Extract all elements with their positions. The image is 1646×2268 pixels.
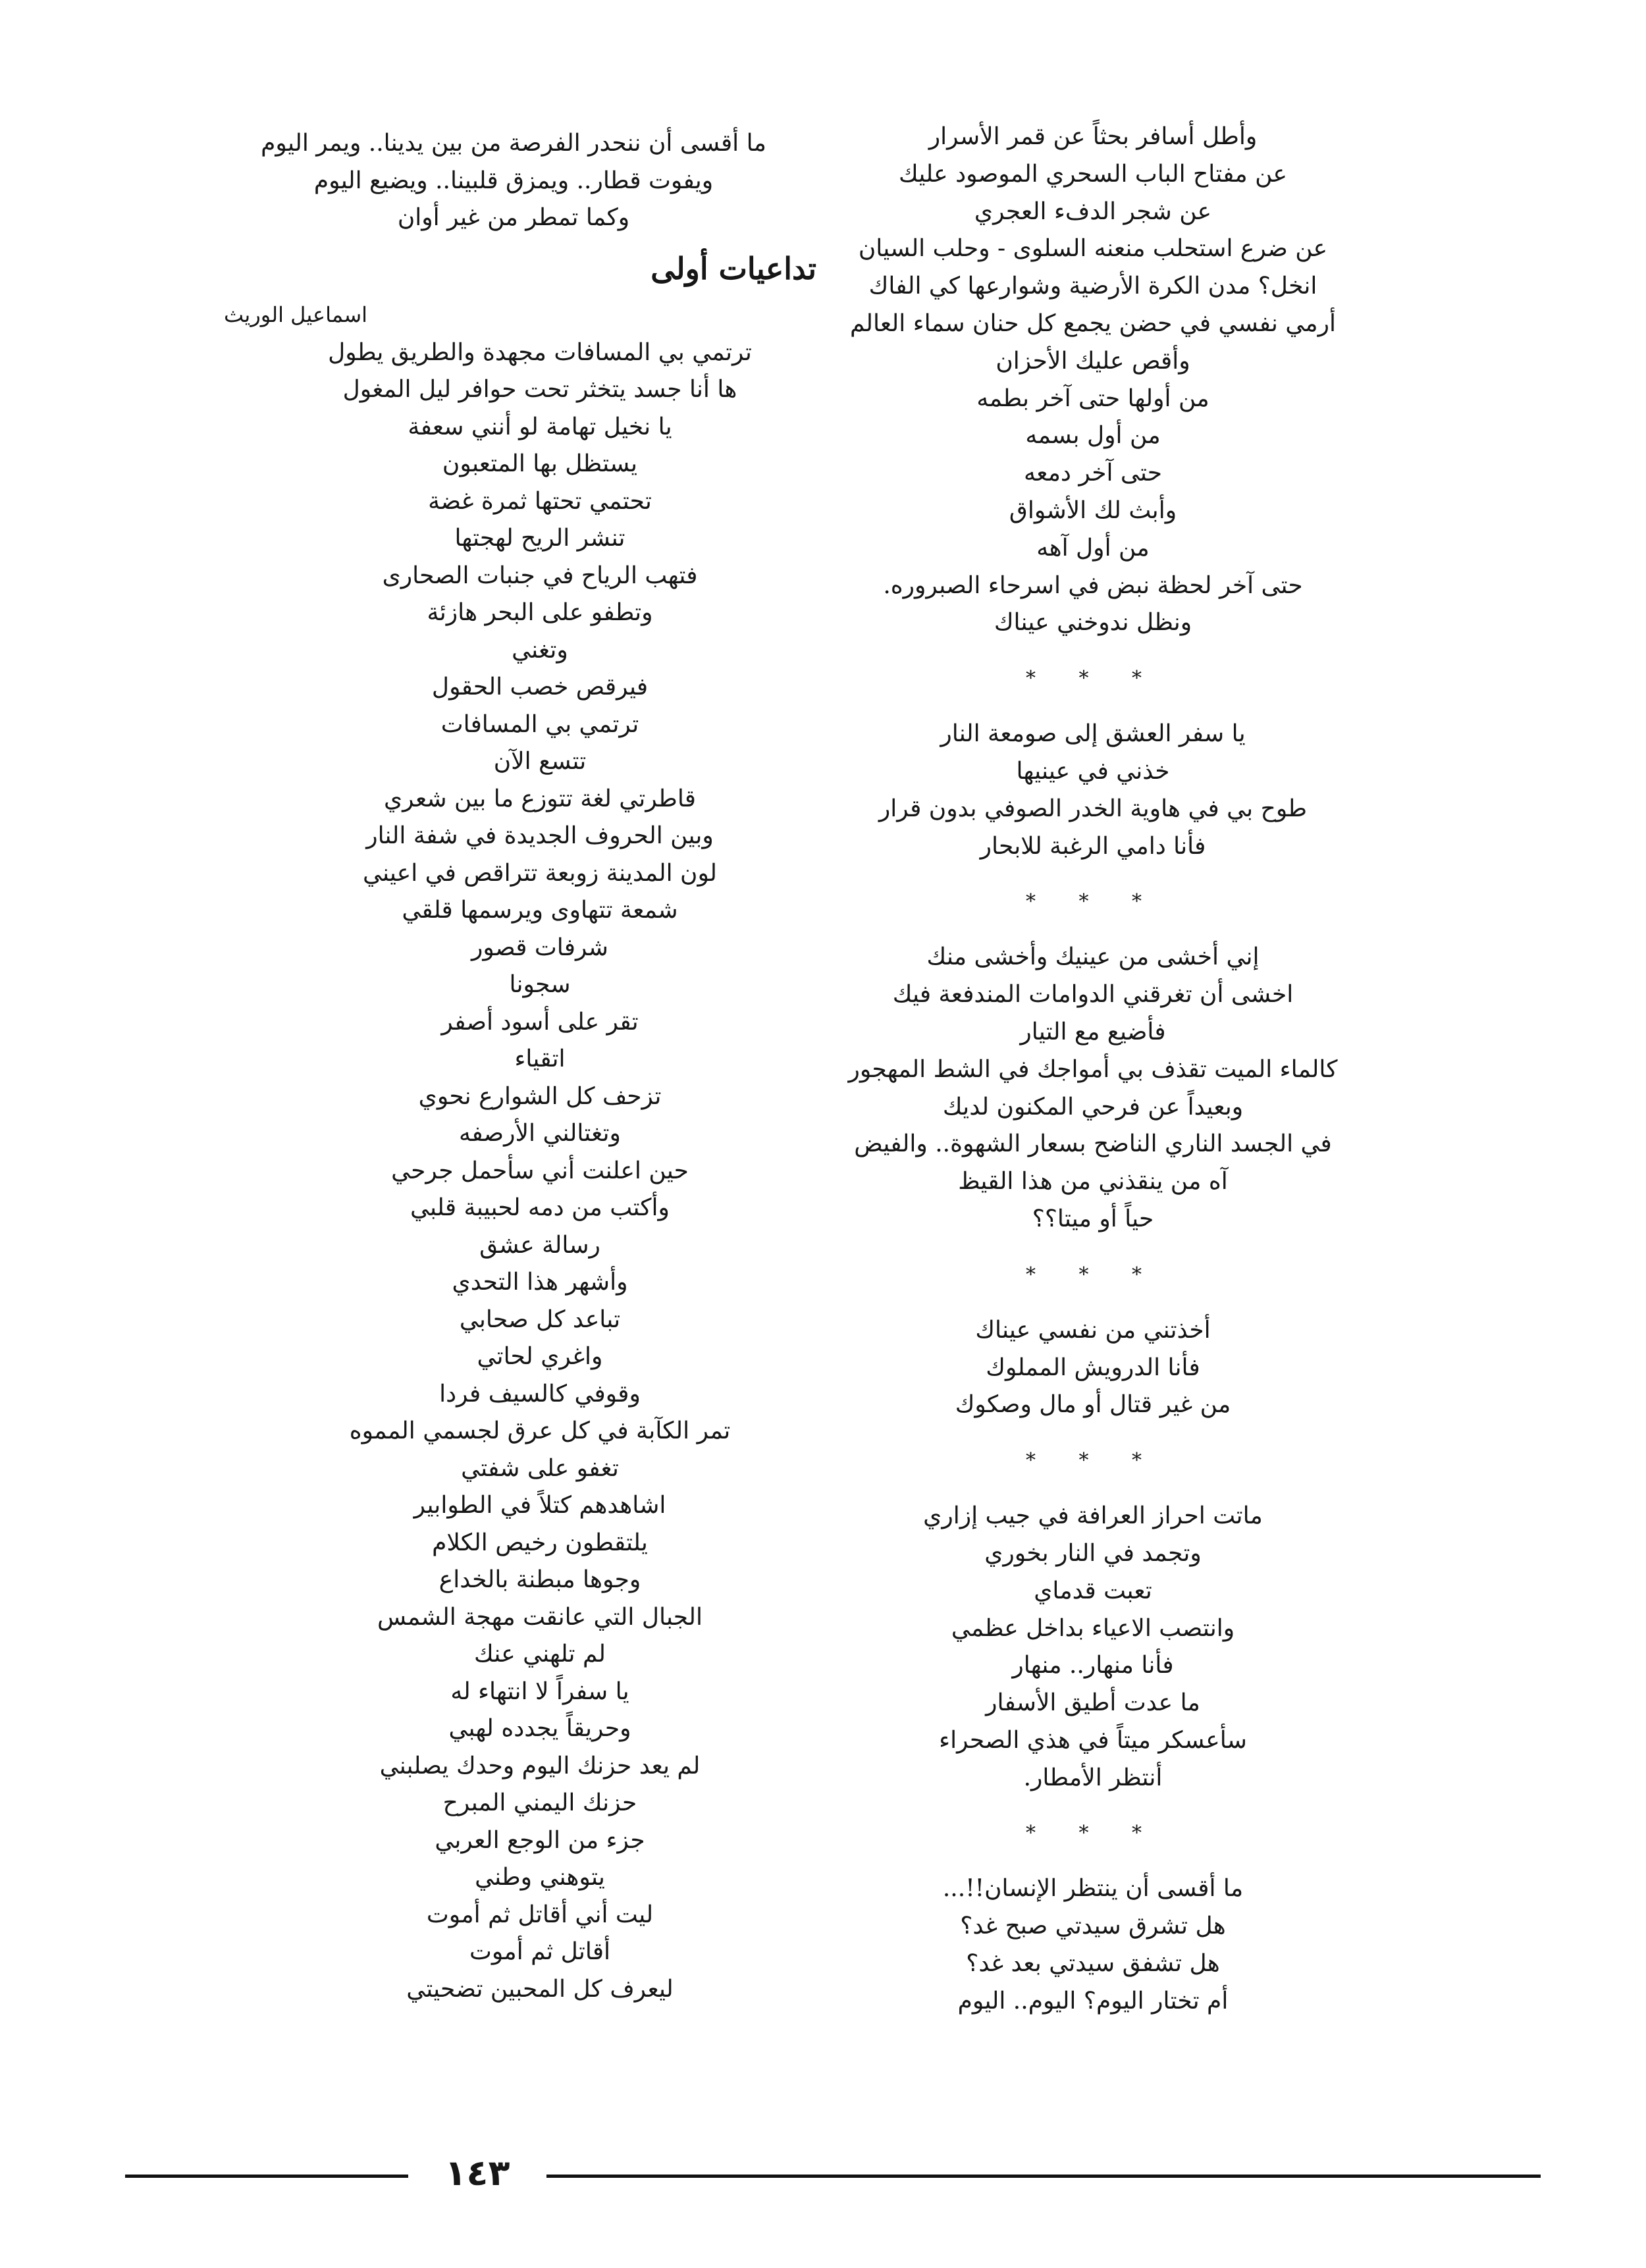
verse-line: تغفو على شفتي: [461, 1454, 619, 1482]
verse-line: يا نخيل تهامة لو أنني سعفة: [408, 413, 672, 440]
verse-line: تتسع الآن: [493, 748, 587, 775]
verse-line: ليت أني أقاتل ثم أموت: [426, 1901, 654, 1928]
verse-line: وانتصب الاعياء بداخل عظمي: [951, 1614, 1235, 1642]
verse-line: تعبت قدماي: [1034, 1577, 1152, 1604]
stanza-separator: * * *: [1025, 890, 1161, 914]
verse-line: ويفوت قطار.. ويمزق قلبينا.. ويضيع اليوم: [313, 167, 714, 194]
verse-line: ترتمي بي المسافات مجهدة والطريق يطول: [328, 338, 752, 366]
stanza-5: [751, 1498, 1435, 1797]
verse-line: وأطل أسافر بحثاً عن قمر الأسرار: [928, 123, 1258, 150]
verse-line: عن مفتاح الباب السحري الموصود عليك: [899, 160, 1287, 188]
verse-line: يا سفراً لا انتهاء له: [450, 1677, 629, 1705]
verse-line: انخل؟ مدن الكرة الأرضية وشوارعها كي الفاك: [868, 273, 1317, 300]
verse-line: وبين الحروف الجديدة في شفة النار: [366, 822, 714, 849]
verse-line: أقاتل ثم أموت: [469, 1938, 611, 1965]
verse-line: تزحف كل الشوارع نحوي: [418, 1082, 662, 1110]
verse-line: عن شجر الدفء العجري: [974, 198, 1212, 225]
right-column: [751, 119, 1435, 2020]
verse-line: طوح بي في هاوية الخدر الصوفي بدون قرار: [878, 795, 1308, 822]
verse-line: فأضيع مع التيار: [1020, 1018, 1166, 1045]
verse-line: حين اعلنت أني سأحمل جرحي: [391, 1157, 689, 1184]
verse-line: ترتمي بي المسافات: [440, 710, 639, 738]
verse-line: ليعرف كل المحبين تضحيتي: [406, 1975, 674, 2003]
verse-line: اتقياء: [514, 1045, 566, 1072]
verse-line: إني أخشى من عينيك وأخشى منك: [926, 943, 1260, 971]
verse-line: وجوها مبطنة بالخداع: [438, 1566, 641, 1593]
verse-line: آه من ينقذني من هذا القيظ: [958, 1168, 1228, 1196]
verse-line: وكما تمطر من غير أوان: [397, 204, 630, 231]
poem-body: [250, 334, 830, 2009]
stanza-3: [751, 939, 1435, 1238]
verse-line: يلتقطون رخيص الكلام: [432, 1529, 648, 1556]
stanza-separator: * * *: [1025, 667, 1161, 691]
stanza-2: [751, 716, 1435, 865]
verse-line: يا سفر العشق إلى صومعة النار: [940, 720, 1246, 748]
verse-line: تقر على أسود أصفر: [441, 1008, 639, 1036]
page-footer: [125, 2152, 1541, 2196]
verse-line: ما أقسى أن ننحدر الفرصة من بين يدينا.. ويمر اليوم: [261, 130, 766, 157]
stanza-separator: * * *: [1025, 1822, 1161, 1845]
verse-line: فأنا منهار.. منهار: [1012, 1652, 1174, 1679]
verse-line: جزء من الوجع العربي: [435, 1826, 645, 1854]
verse-line: ما عدت أطيق الأسفار: [986, 1689, 1200, 1717]
verse-line: يتوهني وطني: [475, 1864, 605, 1891]
verse-line: ها أنا جسد يتخثر تحت حوافر ليل المغول: [342, 376, 737, 403]
verse-line: هل تشفق سيدتي بعد غد؟: [966, 1950, 1220, 1978]
verse-line: يستظل بها المتعبون: [442, 450, 638, 477]
verse-line: من أول بسمه: [1025, 422, 1161, 450]
verse-line: اخشى أن تغرقني الدوامات المندفعة فيك: [892, 981, 1294, 1009]
verse-line: وأكتب من دمه لحبيبة قلبي: [410, 1194, 670, 1221]
verse-line: من غير قتال أو مال وصكوك: [955, 1391, 1231, 1419]
verse-line: حزنك اليمني المبرح: [442, 1789, 637, 1816]
verse-line: اشاهدهم كتلاً في الطوابير: [413, 1492, 666, 1519]
verse-line: حياً أو ميتا؟؟: [1032, 1205, 1154, 1232]
verse-line: حتى آخر لحظة نبض في اسرحاء الصبروره.: [883, 571, 1303, 599]
verse-line: خذني في عينيها: [1016, 757, 1170, 785]
verse-line: وتجمد في النار بخوري: [984, 1539, 1202, 1567]
verse-line: شرفات قصور: [471, 934, 608, 961]
intro-stanza: [198, 125, 830, 237]
verse-line: واغري لحاتي: [477, 1343, 603, 1370]
stanza-4: [751, 1312, 1435, 1424]
verse-line: حتى آخر دمعه: [1023, 460, 1163, 487]
verse-line: تباعد كل صحابي: [459, 1305, 621, 1333]
verse-line: أخذتني من نفسي عيناك: [975, 1316, 1211, 1344]
verse-line: شمعة تتهاوى ويرسمها قلقي: [402, 897, 678, 924]
verse-line: وتغني: [512, 636, 568, 664]
verse-line: ونظل ندوخني عيناك: [994, 609, 1192, 637]
verse-line: ماتت احراز العرافة في جيب إزاري: [923, 1502, 1263, 1530]
footer-rule-right: [546, 2175, 1541, 2178]
verse-line: ما أقسى أن ينتظر الإنسان!!...: [942, 1875, 1244, 1903]
verse-line: فتهب الرياح في جنبات الصحارى: [382, 562, 698, 589]
stanza-separator: * * *: [1025, 1263, 1161, 1286]
verse-line: من أول آهه: [1036, 534, 1150, 562]
verse-line: أنتظر الأمطار.: [1023, 1764, 1163, 1791]
verse-line: لم يعد حزنك اليوم وحدك يصلبني: [379, 1752, 701, 1780]
verse-line: فأنا الدرويش المملوك: [986, 1354, 1200, 1381]
verse-line: لون المدينة زوبعة تتراقص في اعيني: [362, 859, 718, 887]
stanza-6: [751, 1870, 1435, 2020]
page-number: ١٤٣: [444, 2152, 510, 2194]
verse-line: سجونا: [509, 971, 571, 998]
verse-line: فأنا دامي الرغبة للابحار: [980, 832, 1206, 860]
verse-line: تنشر الريح لهجتها: [454, 525, 625, 552]
verse-line: من أولها حتى آخر بطمه: [976, 384, 1209, 412]
verse-line: عن ضرع استحلب منعنه السلوى - وحلب السيان: [858, 235, 1328, 263]
verse-line: كالماء الميت تقذف بي أمواجك في الشط المهجور: [848, 1055, 1338, 1083]
stanza-1: [751, 119, 1435, 642]
poem-title: تداعيات أولى: [650, 250, 816, 286]
footer-rule-left: [125, 2175, 408, 2178]
verse-line: وبعيداً عن فرحي المكنون لديك: [942, 1093, 1244, 1121]
verse-line: وتطفو على البحر هازئة: [427, 599, 653, 626]
verse-line: وحريقاً يجدده لهبي: [448, 1715, 631, 1742]
verse-line: أرمي نفسي في حضن يجمع كل حنان سماء العالم: [850, 309, 1336, 337]
verse-line: سأعسكر ميتاً في هذي الصحراء: [939, 1726, 1247, 1754]
verse-line: وأبث لك الأشواق: [1009, 496, 1177, 524]
verse-line: وتغتالني الأرصفه: [459, 1120, 621, 1147]
verse-line: فيرقص خصب الحقول: [431, 673, 649, 700]
verse-line: تمر الكآبة في كل عرق لجسمي المموه: [349, 1417, 731, 1444]
verse-line: لم تلهني عنك: [474, 1641, 606, 1668]
verse-line: قاطرتي لغة تتوزع ما بين شعري: [383, 785, 697, 812]
verse-line: رسالة عشق: [479, 1231, 600, 1259]
verse-line: في الجسد الناري الناضح بسعار الشهوة.. والفيض: [854, 1130, 1332, 1158]
verse-line: هل تشرق سيدتي صبح غد؟: [960, 1912, 1226, 1940]
left-column: [198, 125, 830, 2008]
verse-line: أم تختار اليوم؟ اليوم.. اليوم: [957, 1987, 1229, 2015]
verse-line: الجبال التي عانقت مهجة الشمس: [377, 1603, 703, 1631]
verse-line: وقوفي كالسيف فردا: [439, 1380, 641, 1408]
poem-author: اسماعيل الوريث: [224, 302, 368, 327]
verse-line: وأقص عليك الأحزان: [996, 347, 1190, 375]
verse-line: تحتمي تحتها ثمرة غضة: [428, 487, 652, 515]
verse-line: وأشهر هذا التحدي: [452, 1269, 628, 1296]
stanza-separator: * * *: [1025, 1449, 1161, 1473]
